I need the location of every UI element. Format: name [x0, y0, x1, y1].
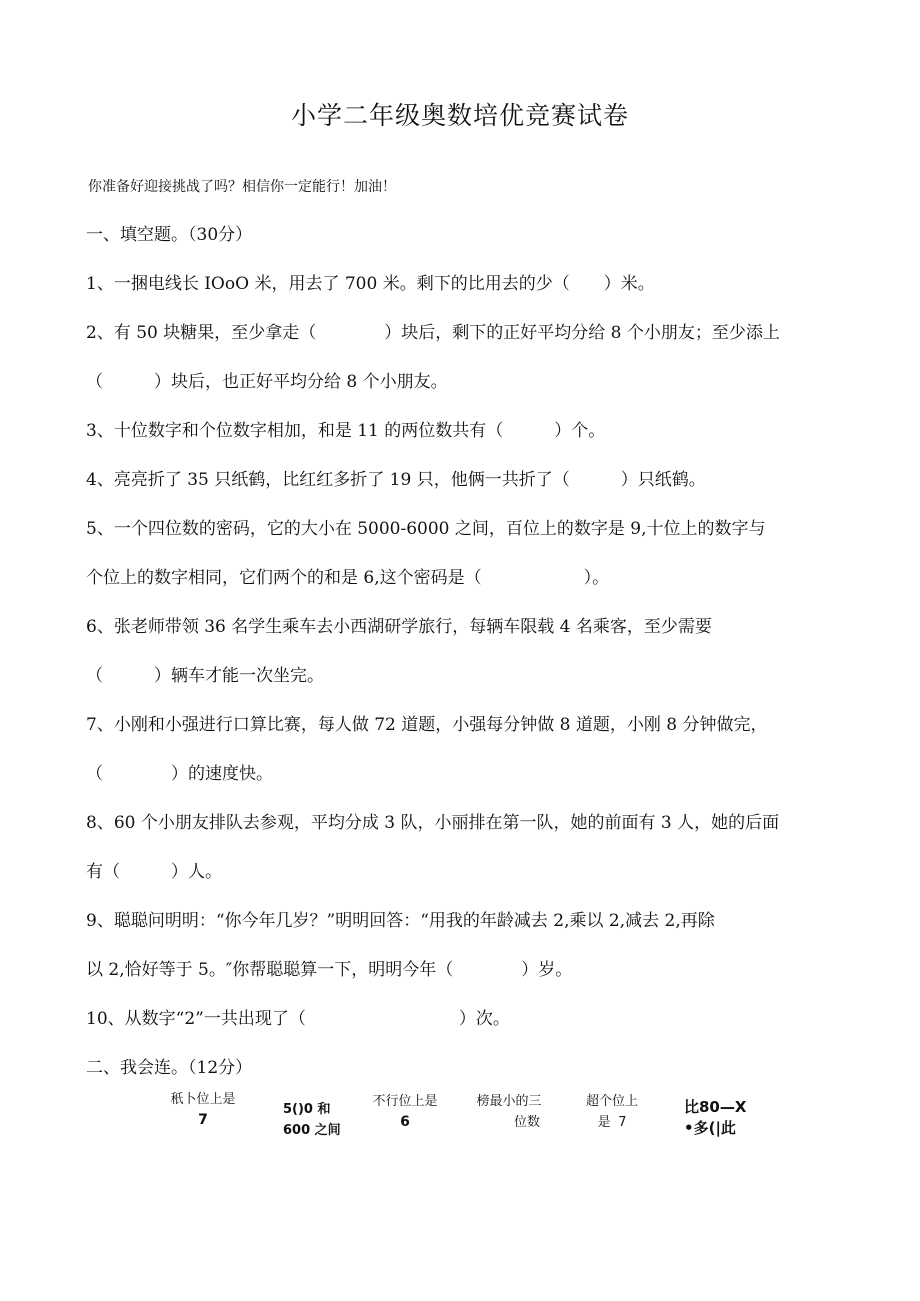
match-item-4: [464, 1091, 554, 1133]
question-10: 10、从数字“2”一共出现了（ ）次。: [86, 1009, 510, 1029]
page-title: 小学二年级奥数培优竞赛试卷: [290, 101, 629, 130]
intro-text: 你准备好迎接挑战了吗？相信你一定能行！加油！: [88, 179, 396, 195]
match-item-2-line2: 600 之间: [283, 1123, 341, 1138]
match-item-3-line1: 不行位上是: [372, 1094, 438, 1109]
question-2: 2、有 50 块糖果，至少拿走（ ）块后，剩下的正好平均分给 8 个小朋友；至少添上: [86, 323, 780, 343]
match-item-3: [362, 1091, 448, 1133]
question-9-cont: 以 2,恰好等于 5。″你帮聪聪算一下，明明今年（ ）岁。: [86, 960, 573, 980]
match-item-5-line1: 超个位上: [585, 1094, 638, 1109]
match-item-4-line1: 榜最小的三: [476, 1094, 542, 1109]
match-item-5-line2: 是 7: [597, 1115, 627, 1130]
match-item-2-line1: 5()0 和: [283, 1102, 331, 1117]
question-7: 7、小刚和小强进行口算比赛，每人做 72 道题，小强每分钟做 8 道题，小刚 8 分钟做完，: [86, 715, 768, 735]
match-item-6-line1: 比80—X: [684, 1098, 747, 1116]
section1-heading: 一、填空题。（30分）: [86, 225, 253, 245]
question-2-cont: （ ）块后，也正好平均分给 8 个小朋友。: [86, 372, 448, 392]
question-8-cont: 有（ ）人。: [86, 862, 222, 882]
match-item-2: [283, 1099, 349, 1141]
match-item-4-line2: 位数: [513, 1115, 540, 1130]
question-3: 3、十位数字和个位数字相加，和是 11 的两位数共有（ ）个。: [86, 421, 606, 441]
question-9: 9、聪聪问明明：“你今年几岁？”明明回答：“用我的年龄减去 2,乘以 2,减去 2,再除: [86, 911, 715, 931]
question-4: 4、亮亮折了 35 只纸鹤，比红红多折了 19 只，他俩一共折了（ ）只纸鹤。: [86, 470, 706, 490]
question-5: 5、一个四位数的密码，它的大小在 5000-6000 之间，百位上的数字是 9,十位上的数字与: [86, 519, 766, 539]
question-5-cont: 个位上的数字相同，它们两个的和是 6,这个密码是（ ）。: [86, 568, 610, 588]
question-8: 8、60 个小朋友排队去参观，平均分成 3 队，小丽排在第一队，她的前面有 3 人，她的后面: [86, 813, 780, 833]
question-6: 6、张老师带领 36 名学生乘车去小西湖研学旅行，每辆车限载 4 名乘客，至少需要: [86, 617, 712, 637]
match-item-1: [158, 1089, 248, 1131]
question-6-cont: （ ）辆车才能一次坐完。: [86, 666, 324, 686]
match-item-6-line2: •多(|此: [684, 1119, 736, 1137]
match-item-1-line2: 7: [198, 1112, 208, 1128]
matching-row: [0, 1085, 920, 1165]
match-item-1-line1: 秖卜位上是: [170, 1092, 236, 1107]
question-1: 1、一捆电线长 IOoO 米，用去了 700 米。剩下的比用去的少（ ）米。: [86, 274, 655, 294]
match-item-5: [576, 1091, 648, 1133]
section2-heading: 二、我会连。（12分）: [86, 1058, 253, 1078]
match-item-6: [684, 1097, 760, 1139]
question-7-cont: （ ）的速度快。: [86, 764, 273, 784]
match-item-3-line2: 6: [400, 1114, 410, 1130]
